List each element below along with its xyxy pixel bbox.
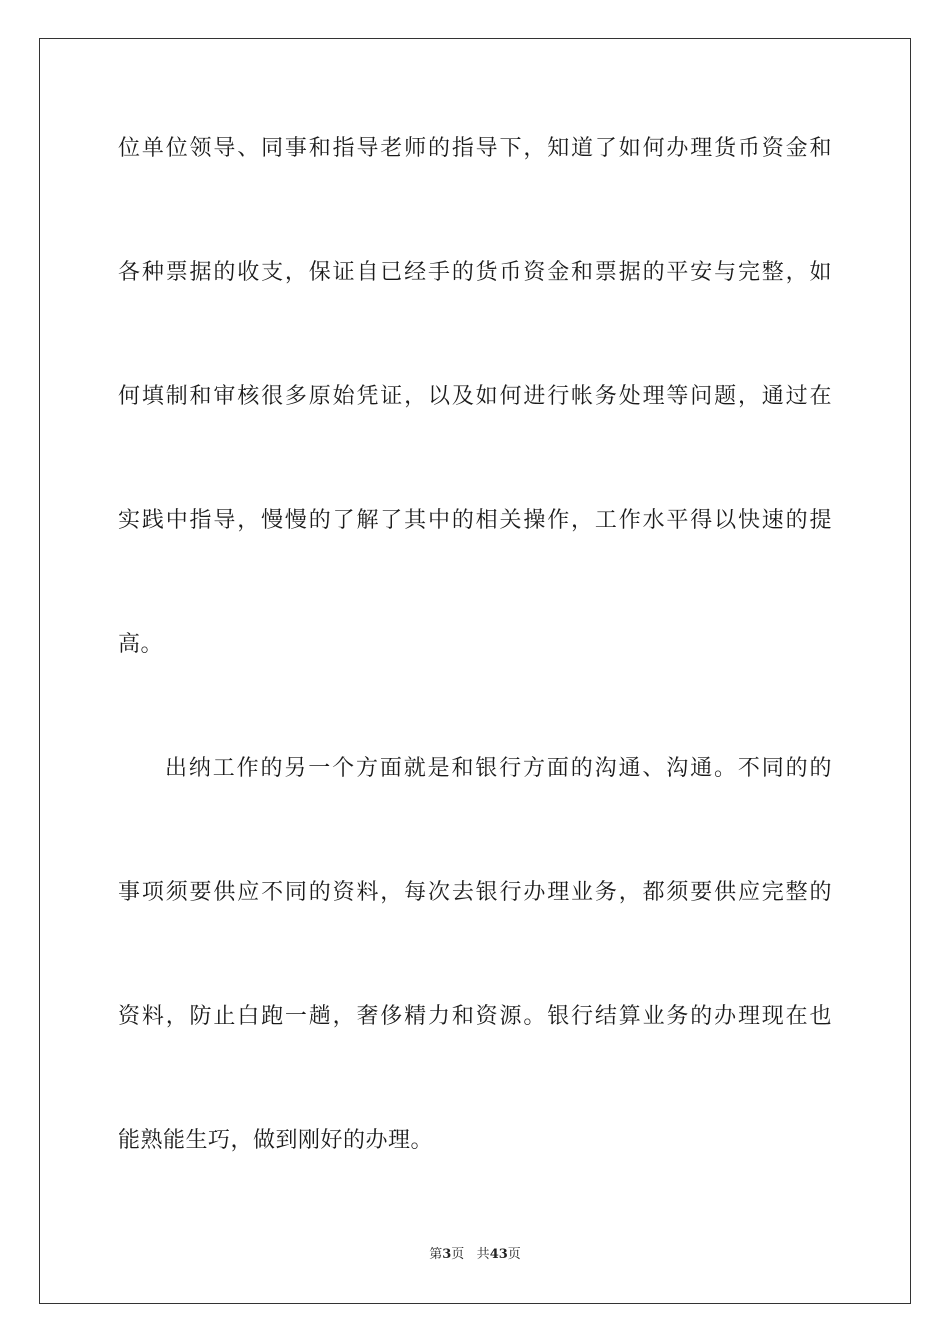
page-border bbox=[39, 38, 911, 1304]
body-line-3: 何填制和审核很多原始凭证，以及如何进行帐务处理等问题，通过在 bbox=[118, 384, 832, 409]
body-line-1: 位单位领导、同事和指导老师的指导下，知道了如何办理货币资金和 bbox=[118, 136, 832, 161]
total-pages: 43 bbox=[489, 1247, 508, 1262]
page-suffix: 页 bbox=[451, 1247, 465, 1262]
paragraph-2-line-2: 事项须要供应不同的资料，每次去银行办理业务，都须要供应完整的 bbox=[118, 880, 832, 905]
body-line-4: 实践中指导，慢慢的了解了其中的相关操作，工作水平得以快速的提 bbox=[118, 508, 832, 533]
body-line-2: 各种票据的收支，保证自已经手的货币资金和票据的平安与完整，如 bbox=[118, 260, 832, 285]
page-number: 3 bbox=[442, 1247, 452, 1262]
total-suffix: 页 bbox=[507, 1247, 521, 1262]
total-prefix: 共 bbox=[476, 1247, 490, 1262]
page-prefix: 第 bbox=[429, 1247, 443, 1262]
body-line-5: 高。 bbox=[118, 632, 164, 657]
paragraph-2-line-4: 能熟能生巧，做到刚好的办理。 bbox=[118, 1128, 434, 1153]
page-footer bbox=[0, 1246, 950, 1264]
paragraph-2-line-1: 出纳工作的另一个方面就是和银行方面的沟通、沟通。不同的的 bbox=[165, 756, 832, 781]
paragraph-2-line-3: 资料，防止白跑一趟，奢侈精力和资源。银行结算业务的办理现在也 bbox=[118, 1004, 832, 1029]
